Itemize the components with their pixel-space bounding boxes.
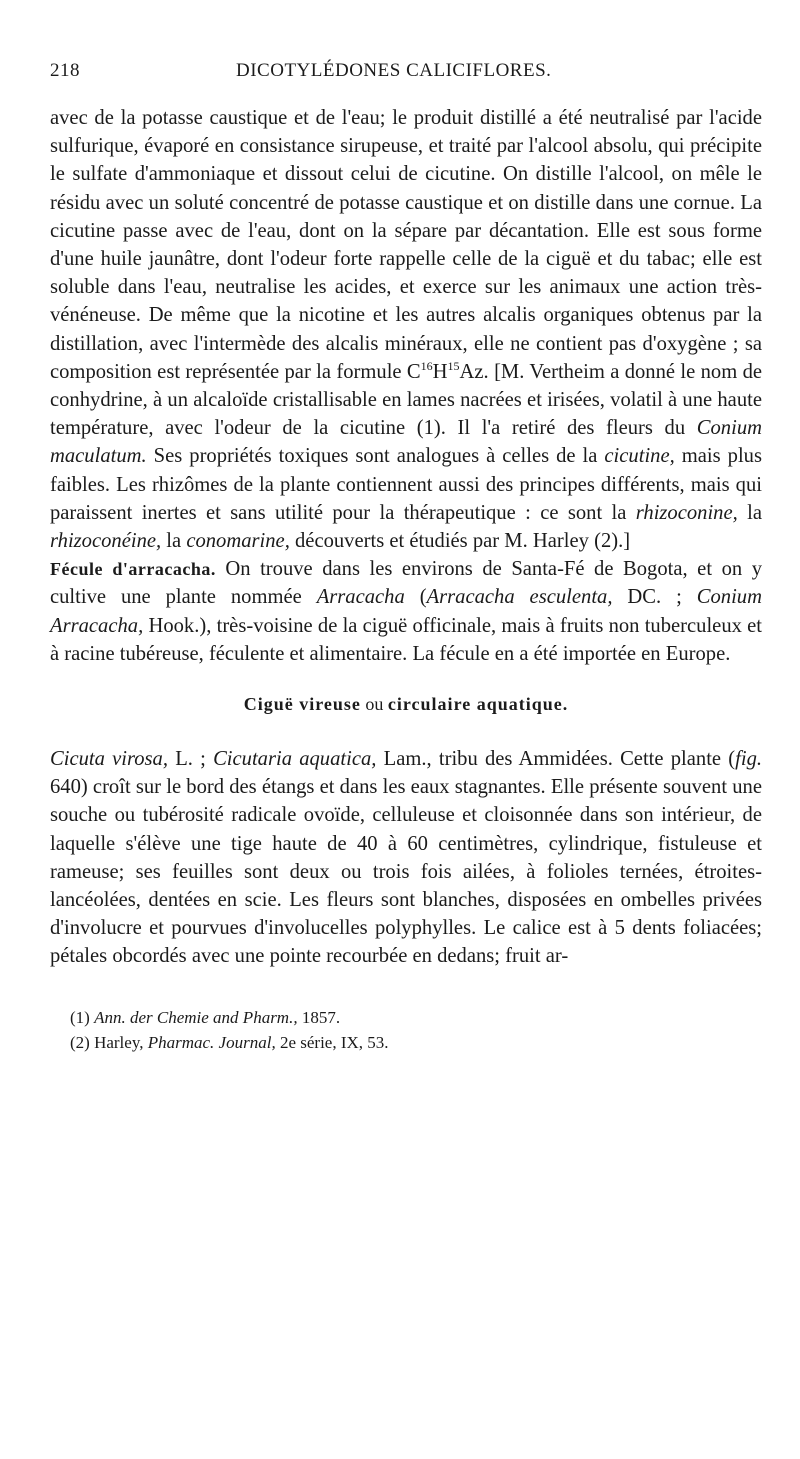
text-run: 640) croît sur le bord des étangs et dans les eaux stagnantes. Elle présente souvent une souche ou tubérosité radicale ovoïde, celluleuse et cloisonnée dans son intérieur, de laquelle s'élève une tige haute de 40 à 60 centimètres, cylindrique, fistuleuse et rameuse; ses feuilles sont deux ou trois fois ailées, à folioles ternées, étroites-lancéolées, dentées en scie. Les fleurs sont blanches, disposées en ombelles privées d'involucre et pourvues d'involucelles polyphylles. Le calice est à 5 dents foliacées; pétales obcordés avec une pointe recourbée en dedans; fruit ar- (50, 776, 762, 968)
text-run: DC. ; (612, 586, 697, 609)
text-run: avec de la potasse caustique et de l'eau; le produit distillé a été neutralisé par l'acide sulfurique, évaporé en consistance sirupeuse, et traité par l'alcool absolu, qui précipite le sulfate d'ammoniaque et dissout celui de cicutine. On distille l'alcool, on mêle le résidu avec un soluté concentré de potasse caustique et on distille dans une cornue. La cicutine passe avec de l'eau, dont on la sépare par décantation. Elle est sous forme d'une huile jaunâtre, dont l'odeur forte rappelle celle de la ciguë et du tabac; elle est soluble dans l'eau, neutralise les acides, et exerce sur les animaux une action très-vénéneuse. De même que la nicotine et les autres alcalis organiques obtenus par la distillation, avec l'intermède des alcalis minéraux, elle ne contient pas d'oxygène ; sa composition est représentée par la formule C (50, 107, 762, 383)
text-run: la (737, 501, 762, 524)
heading-connector: ou (360, 694, 388, 715)
footnote-2 (70, 1030, 762, 1055)
italic-term: fig. (735, 748, 763, 771)
paragraph-cicuta-virosa (50, 745, 762, 971)
text-run: 2e série, IX, 53. (275, 1032, 389, 1052)
page-body (50, 104, 762, 1055)
italic-term: Conium Arracacha, (50, 586, 762, 637)
italic-term: Ann. der Chemie and Pharm., (94, 1007, 298, 1027)
italic-term: Arracacha (316, 586, 405, 609)
text-run: la (161, 530, 187, 553)
italic-term: conomarine, (186, 530, 290, 553)
italic-term: Arracacha esculenta, (426, 586, 613, 609)
footnote-number: (2) (70, 1032, 95, 1052)
italic-term: Cicutaria aquatica, (213, 748, 377, 771)
text-run: Az. [M. Vertheim a donné le nom de conhydrine, à un alcaloïde cristallisable en lames nacrées et irisées, volatil à une haute température, avec l'odeur de la cicutine (1). Il l'a retiré des fleurs du (50, 360, 763, 440)
text-run: Hook.), très-voisine de la ciguë officinale, mais à fruits non tuberculeux et à racine tubéreuse, féculente et alimentaire. La fécule en a été importée en Europe. (50, 614, 762, 665)
page-number: 218 (50, 60, 80, 81)
heading-part: Ciguë vireuse (243, 694, 361, 715)
footnote-1 (70, 1005, 762, 1030)
italic-term: Cicuta virosa, (50, 748, 168, 771)
italic-term: rhizoconine, (635, 501, 738, 524)
paragraph-arracacha (50, 555, 762, 668)
text-run: découverts et étudiés par M. Harley (2).] (289, 530, 631, 553)
text-run: L. ; (168, 748, 214, 771)
text-run: Lam., tribu des Ammidées. Cette plante ( (376, 748, 736, 771)
text-run: ( (404, 586, 427, 609)
text-run: 1857. (297, 1007, 341, 1027)
text-run: Harley, (94, 1032, 148, 1052)
text-run: mais plus faibles. Les rhizômes de la plante contiennent aussi des principes différents, mais qui paraissent inertes et sans utilité pour la thérapeutique : ce sont la (50, 445, 762, 524)
page-header (50, 60, 762, 82)
paragraph-cicutine-preparation (50, 104, 762, 555)
italic-term: cicutine, (604, 445, 675, 468)
running-title: DICOTYLÉDONES CALICIFLORES. (236, 60, 552, 81)
footnotes (50, 1005, 762, 1055)
section-title-arracacha: Fécule d'arracacha. (50, 559, 216, 580)
section-heading-cigue-vireuse (50, 694, 762, 715)
formula-subscript: 15 (447, 358, 460, 373)
text-run: H (432, 360, 448, 383)
heading-part: circulaire aquatique. (387, 694, 569, 715)
italic-term: Conium maculatum. (50, 417, 762, 468)
text-run: Ses propriétés toxiques sont analogues à celles de la (146, 445, 605, 468)
italic-term: Pharmac. Journal, (147, 1032, 276, 1052)
formula-subscript: 16 (420, 358, 433, 373)
footnote-number: (1) (70, 1007, 95, 1027)
text-run: On trouve dans les environs de Santa-Fé de Bogota, et on y cultive une plante nommée (50, 558, 762, 609)
italic-term: rhizoconéine, (50, 530, 162, 553)
